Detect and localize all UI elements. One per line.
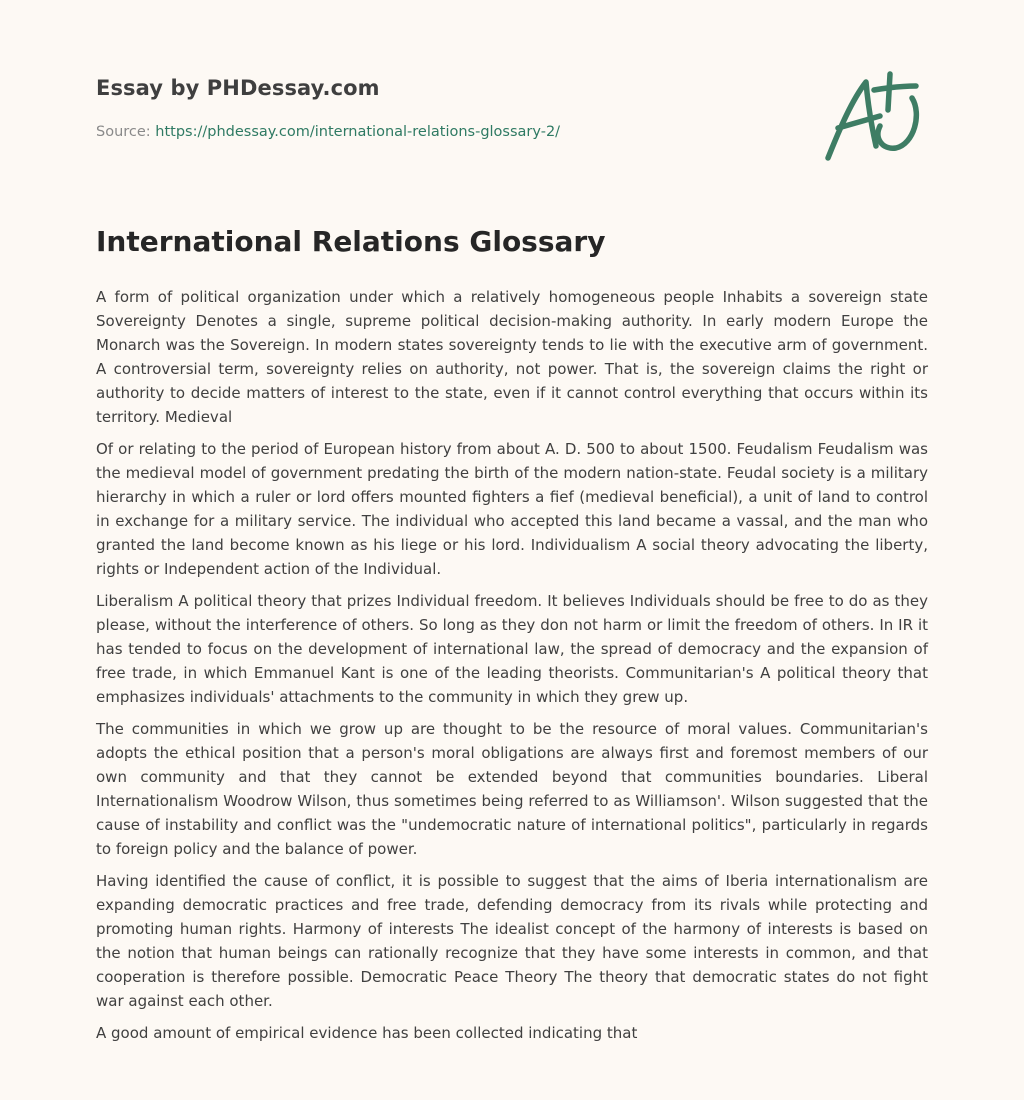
essay-body — [96, 285, 928, 1053]
essay-paragraph: The communities in which we grow up are thought to be the resource of moral values. Communitarian's adopts the ethical position that a person's moral obligations are always first and foremost members of our own community and that they cannot be extended beyond that communities boundaries. Liberal Internationalism Woodrow Wilson, thus sometimes being referred to as Williamson'. Wilson suggested that the cause of instability and conflict was the "undemocratic nature of international politics", particularly in regards to foreign policy and the balance of power. — [96, 720, 928, 858]
site-title: Essay by PHDessay.com — [96, 76, 380, 100]
a-plus-grade-icon — [818, 66, 930, 166]
source-link[interactable]: https://phdessay.com/international-relations-glossary-2/ — [155, 124, 561, 140]
source-line — [96, 124, 560, 140]
essay-paragraph: Liberalism A political theory that prizes Individual freedom. It believes Individuals should be free to do as they please, without the interference of others. So long as they don not harm or limit the freedom of others. In IR it has tended to focus on the development of international law, the spread of democracy and the expansion of free trade, in which Emmanuel Kant is one of the leading theorists. Communitarian's A political theory that emphasizes individuals' attachments to the community in which they grew up. — [96, 592, 928, 706]
essay-paragraph: A good amount of empirical evidence has been collected indicating that — [96, 1024, 638, 1042]
essay-title: International Relations Glossary — [96, 225, 606, 258]
source-label: Source: — [96, 124, 151, 140]
essay-paragraph: Of or relating to the period of European history from about A. D. 500 to about 1500. Feudalism Feudalism was the medieval model of government predating the birth of the modern nation-state. Feudal society is a military hierarchy in which a ruler or lord offers mounted fighters a fief (medieval beneficial), a unit of land to control in exchange for a military service. The individual who accepted this land became a vassal, and the man who granted the land become known as his liege or his lord. Individualism A social theory advocating the liberty, rights or Independent action of the Individual. — [96, 440, 928, 578]
essay-paragraph: A form of political organization under which a relatively homogeneous people Inhabits a sovereign state Sovereignty Denotes a single, supreme political decision-making authority. In early modern Europe the Monarch was the Sovereign. In modern states sovereignty tends to lie with the executive arm of government. A controversial term, sovereignty relies on authority, not power. That is, the sovereign claims the right or authority to decide matters of interest to the state, even if it cannot control everything that occurs within its territory. Medieval — [96, 288, 928, 426]
essay-paragraph: Having identified the cause of conflict, it is possible to suggest that the aims of Iberia internationalism are expanding democratic practices and free trade, defending democracy from its rivals while protecting and promoting human rights. Harmony of interests The idealist concept of the harmony of interests is based on the notion that human beings can rationally recognize that they have some interests in common, and that cooperation is therefore possible. Democratic Peace Theory The theory that democratic states do not fight war against each other. — [96, 872, 928, 1010]
